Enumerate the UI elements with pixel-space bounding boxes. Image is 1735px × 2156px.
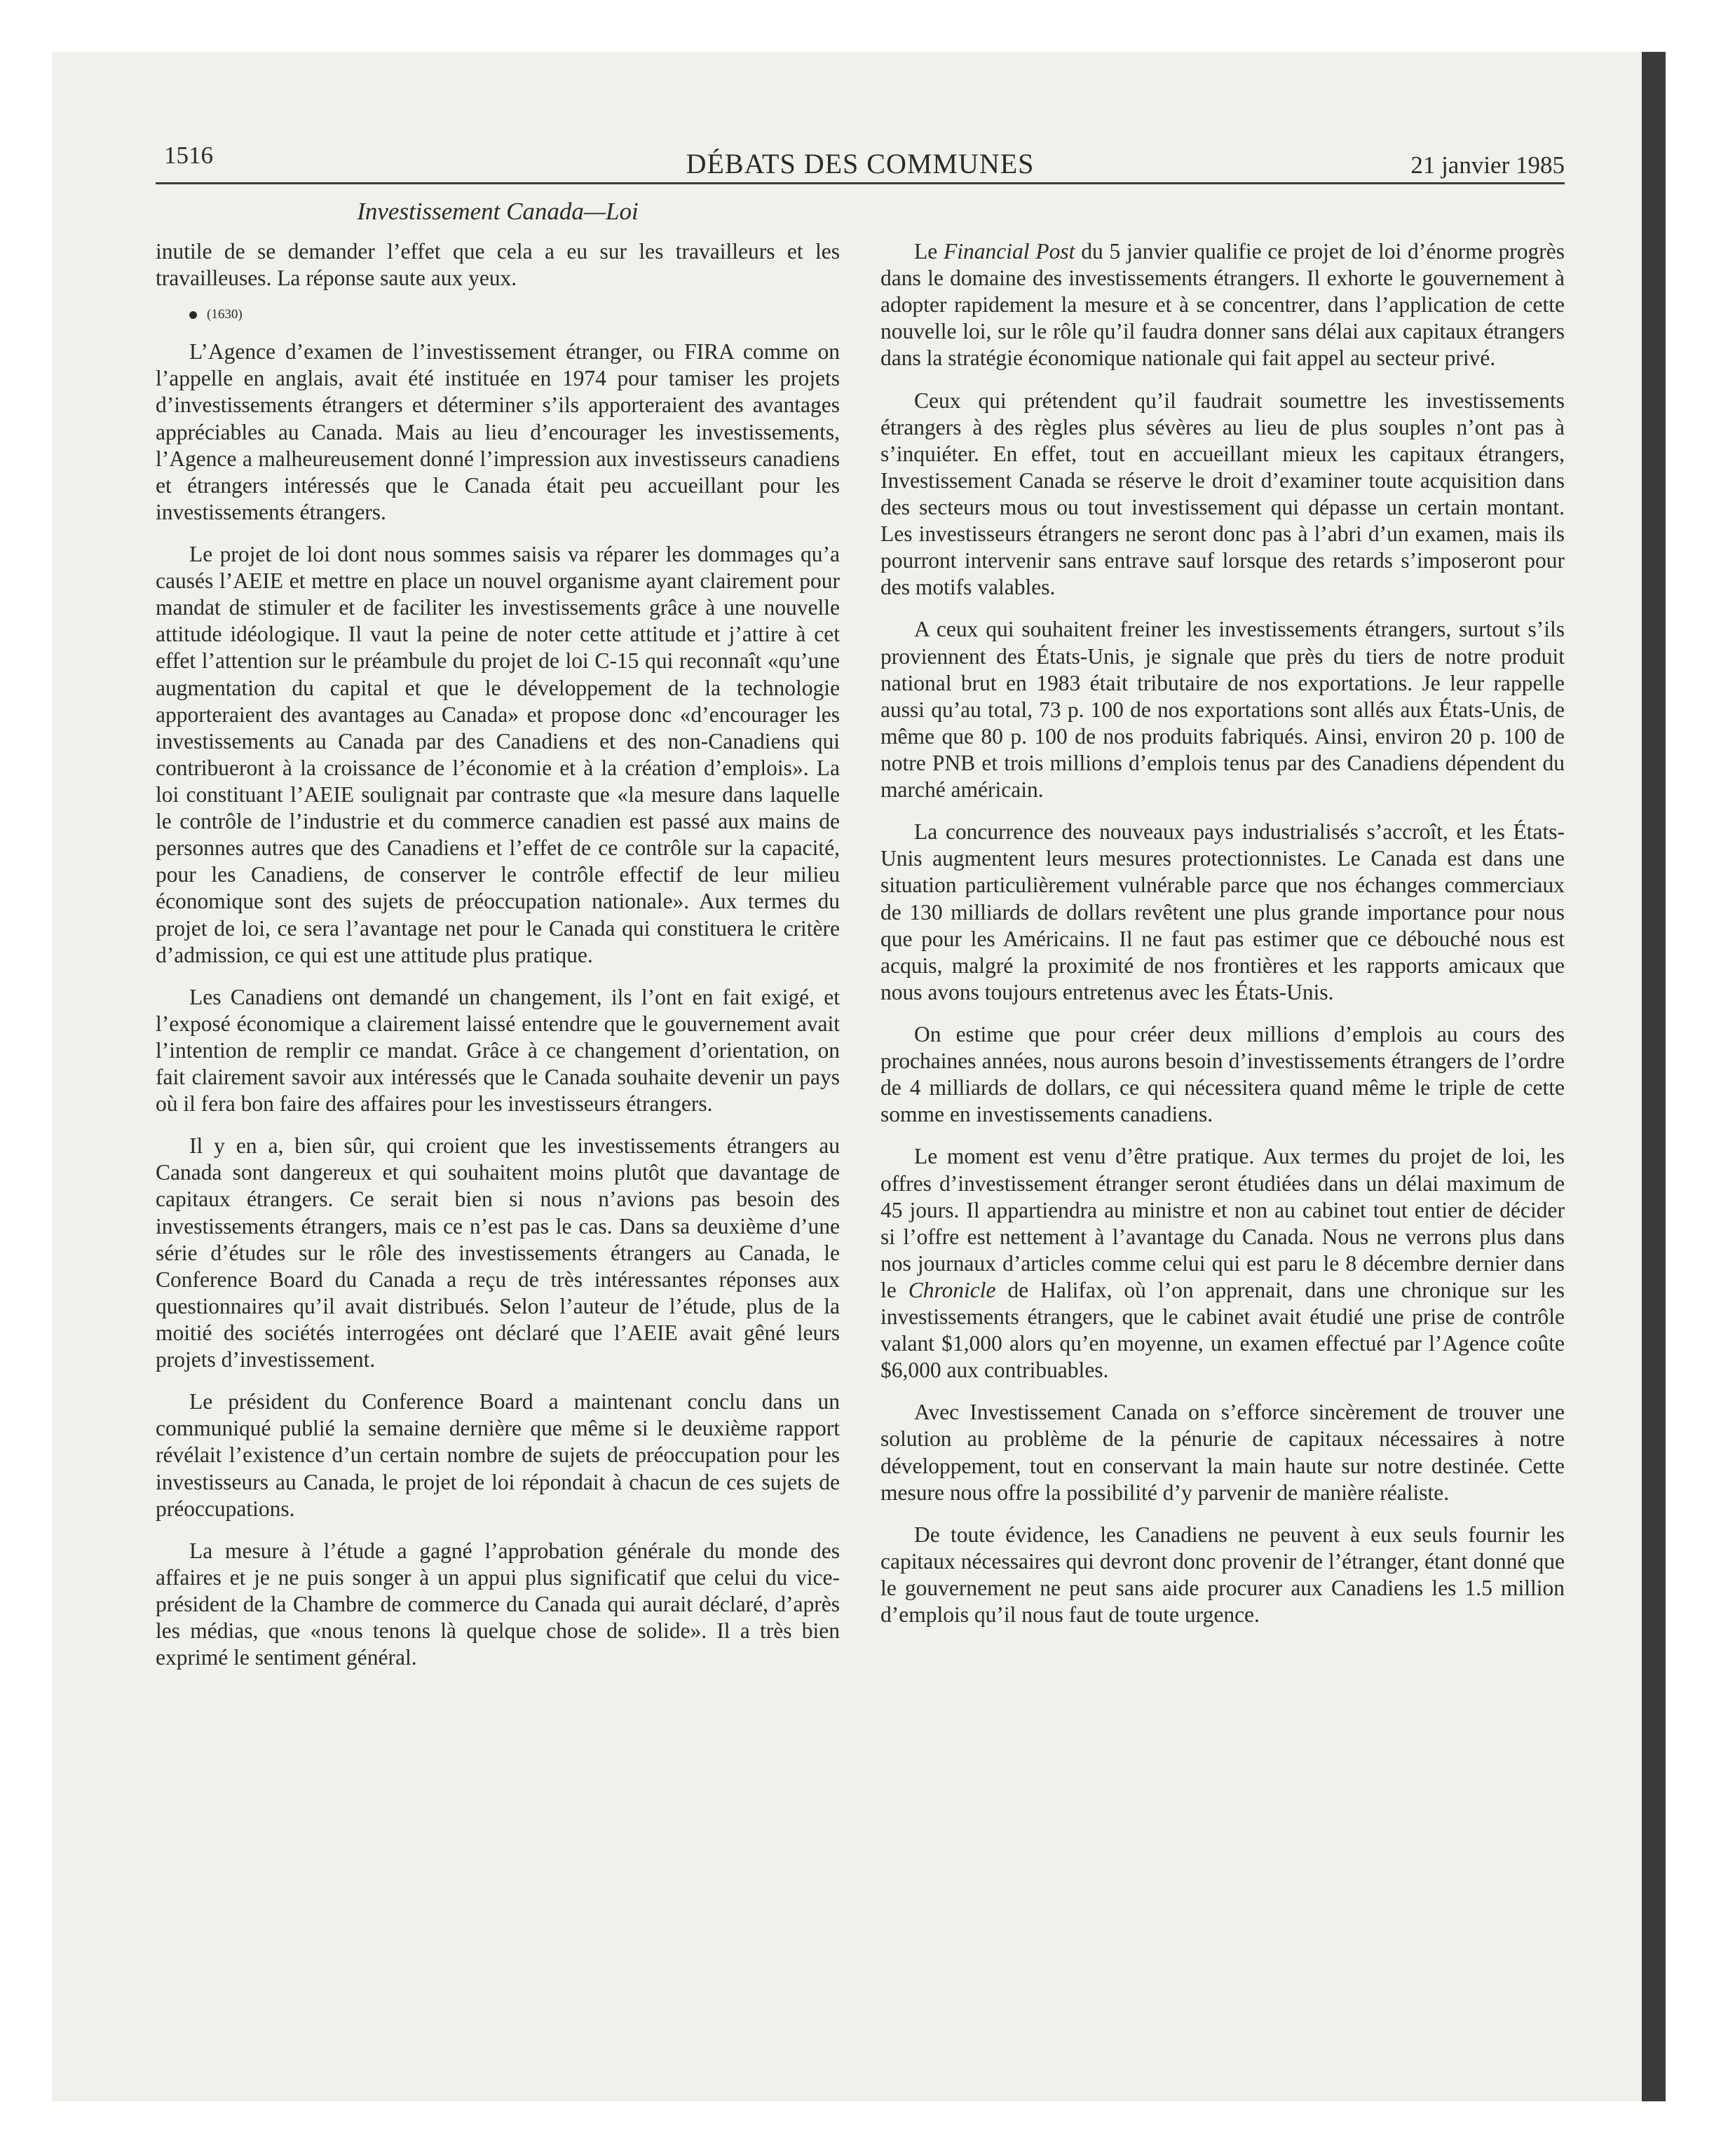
text-run: de Halifax, où l’on apprenait, dans une chronique sur les investissements étrangers, que le cabinet avait étudié une prise de contrôle valant $1,000 alors qu’en moyenne, un examen effectué par l’Agence coûte $6,000 aux contribuables. xyxy=(880,1277,1565,1383)
text-run: Le moment est venu d’être pratique. Aux termes du projet de loi, les offres d’investissement étranger seront étudiées dans un délai maximum de 45 jours. Il appartiendra au ministre et non au cabinet tout entier de décider si l’offre est nettement à l’avantage du Canada. Nous ne verrons plus dans nos journaux d’articles comme celui qui est paru le 8 décembre dernier dans le xyxy=(880,1144,1565,1302)
time-marker xyxy=(156,307,840,323)
left-column xyxy=(156,238,840,1686)
paragraph: On estime que pour créer deux millions d’emplois au cours des prochaines années, nous aurons besoin d’investissements étrangers de l’ordre de 4 milliards de dollars, ce qui nécessitera quand même le triple de cette somme en investissements canadiens. xyxy=(880,1021,1565,1127)
page-number: 1516 xyxy=(164,142,213,169)
text-run: Le xyxy=(914,239,938,264)
scan-edge-shadow xyxy=(1642,52,1666,2101)
paragraph: L’Agence d’examen de l’investissement étranger, ou FIRA comme on l’appelle en anglais, avait été instituée en 1974 pour tamiser les projets d’investissements étrangers et déterminer s’ils apporteraient des avantages appréciables au Canada. Mais au lieu d’encourager les investissements, l’Agence a malheureusement donné l’impression aux investisseurs canadiens et étrangers intéressés que le Canada était peu accueillant pour les investissements étrangers. xyxy=(156,339,840,524)
bullet-icon xyxy=(189,311,197,319)
journal-title: DÉBATS DES COMMUNES xyxy=(686,148,1035,179)
paragraph: inutile de se demander l’effet que cela a eu sur les travailleurs et les travailleuses. La réponse saute aux yeux. xyxy=(156,239,840,291)
section-subheading: Investissement Canada—Loi xyxy=(357,198,639,225)
paragraph: Le projet de loi dont nous sommes saisis va réparer les dommages qu’a causés l’AEIE et mettre en place un nouvel organisme ayant clairement pour mandat de stimuler et de faciliter les investissements grâce à une nouvelle attitude idéologique. Il vaut la peine de noter cette attitude et j’attire à cet effet l’attention sur le préambule du projet de loi C-15 qui reconnaît «qu’une augmentation du capital et que le développement de la technologie apporteraient des avantages au Canada» et propose donc «d’encourager les investissements au Canada par des Canadiens et des non-Canadiens qui contribueront à la croissance de l’économie et à la création d’emplois». La loi constituant l’AEIE soulignait par contraste que «la mesure dans laquelle le contrôle de l’industrie et du commerce canadien est passé aux mains de personnes autres que des Canadiens et l’effet de ce contrôle sur la capacité, pour les Canadiens, de conserver le contrôle effectif de leur milieu économique sont des sujets de préoccupation nationale». Aux termes du projet de loi, ce sera l’avantage net pour le Canada qui constituera le critère d’admission, ce qui est une attitude plus pratique. xyxy=(156,541,840,967)
publication-title: Financial Post xyxy=(944,239,1075,264)
paragraph: De toute évidence, les Canadiens ne peuvent à eux seuls fournir les capitaux nécessaires qui devront donc provenir de l’étranger, étant donné que le gouvernement ne peut sans aide procurer aux Canadiens les 1.5 million d’emplois qu’il nous faut de toute urgence. xyxy=(880,1522,1565,1628)
paragraph xyxy=(880,1143,1565,1384)
publication-title: Chronicle xyxy=(908,1277,996,1302)
time-marker-label: (1630) xyxy=(207,307,243,322)
paragraph: Ceux qui prétendent qu’il faudrait soumettre les investissements étrangers à des règles plus sévères au lieu de plus souples n’ont pas à s’inquiéter. En effet, tout en accueillant mieux les capitaux étrangers, Investissement Canada se réserve le droit d’examiner toute acquisition dans des secteurs mous ou tout investissement qui dépasse un certain montant. Les investisseurs étrangers ne seront donc pas à l’abri d’un examen, mais ils pourront intervenir sans entrave sauf lorsque des retards s’imposeront pour des motifs valables. xyxy=(880,388,1565,600)
issue-date: 21 janvier 1985 xyxy=(1410,151,1565,179)
paragraph: La concurrence des nouveaux pays industrialisés s’accroît, et les États-Unis augmentent leurs mesures protectionnistes. Le Canada est dans une situation particulièrement vulnérable parce que nos échanges commerciaux de 130 milliards de dollars revêtent une plus grande importance pour nous que pour les Américains. Il ne faut pas estimer que ce débouché nous est acquis, malgré la proximité de nos frontières et les rapports amicaux que nous avons toujours entretenus avec les États-Unis. xyxy=(880,819,1565,1004)
paragraph: A ceux qui souhaitent freiner les investissements étrangers, surtout s’ils proviennent des États-Unis, je signale que près du tiers de notre produit national brut en 1983 était tributaire de nos exportations. Je leur rappelle aussi qu’au total, 73 p. 100 de nos exportations sont allés aux États-Unis, de même que 80 p. 100 de nos produits fabriqués. Ainsi, environ 20 p. 100 de notre PNB et trois millions d’emplois tenus par des Canadiens dépendent du marché américain. xyxy=(880,617,1565,803)
text-run: du 5 janvier qualifie ce projet de loi d’énorme progrès dans le domaine des investissements étrangers. Il exhorte le gouvernement à adopter rapidement la mesure et à se concentrer, dans l’application de cette nouvelle loi, sur le rôle qu’il faudra donner sans délai aux capitaux étrangers dans la stratégie économique nationale qui fait appel au secteur privé. xyxy=(880,239,1565,371)
paragraph: Avec Investissement Canada on s’efforce sincèrement de trouver une solution au problème de la pénurie de capitaux nécessaires à notre développement, tout en conservant la main haute sur notre destinée. Cette mesure nous offre la possibilité d’y parvenir de manière réaliste. xyxy=(880,1400,1565,1505)
paragraph xyxy=(880,238,1565,372)
paragraph: Il y en a, bien sûr, qui croient que les investissements étrangers au Canada sont dangereux et qui souhaitent moins plutôt que davantage de capitaux étrangers. Ce serait bien si nous n’avions pas besoin des investissements étrangers, mais ce n’est pas le cas. Dans sa deuxième d’une série d’études sur le rôle des investissements étrangers au Canada, le Conference Board du Canada a reçu de très intéressantes réponses aux questionnaires qu’il avait distribués. Selon l’auteur de l’étude, plus de la moitié des sociétés interrogées ont déclaré que l’AEIE avait gêné leurs projets d’investissement. xyxy=(156,1133,840,1372)
paragraph: Le président du Conference Board a maintenant conclu dans un communiqué publié la semaine dernière que même si le deuxième rapport révélait l’existence d’un certain nombre de sujets de préoccupation pour les investisseurs au Canada, le projet de loi répondait à chacun de ces sujets de préoccupations. xyxy=(156,1389,840,1521)
paragraph: Les Canadiens ont demandé un changement, ils l’ont en fait exigé, et l’exposé économique a clairement laissé entendre que le gouvernement avait l’intention de remplir ce mandat. Grâce à ce changement d’orientation, on fait clairement savoir aux intéressés que le Canada souhaite devenir un pays où il fera bon faire des affaires pour les investisseurs étrangers. xyxy=(156,984,840,1117)
running-header xyxy=(156,137,1565,184)
right-column xyxy=(880,238,1565,1644)
paragraph: La mesure à l’étude a gagné l’approbation générale du monde des affaires et je ne puis songer à un appui plus significatif que celui du vice-président de la Chambre de commerce du Canada qui aurait déclaré, d’après les médias, que «nous tenons là quelque chose de solide». Il a très bien exprimé le sentiment général. xyxy=(156,1538,840,1670)
